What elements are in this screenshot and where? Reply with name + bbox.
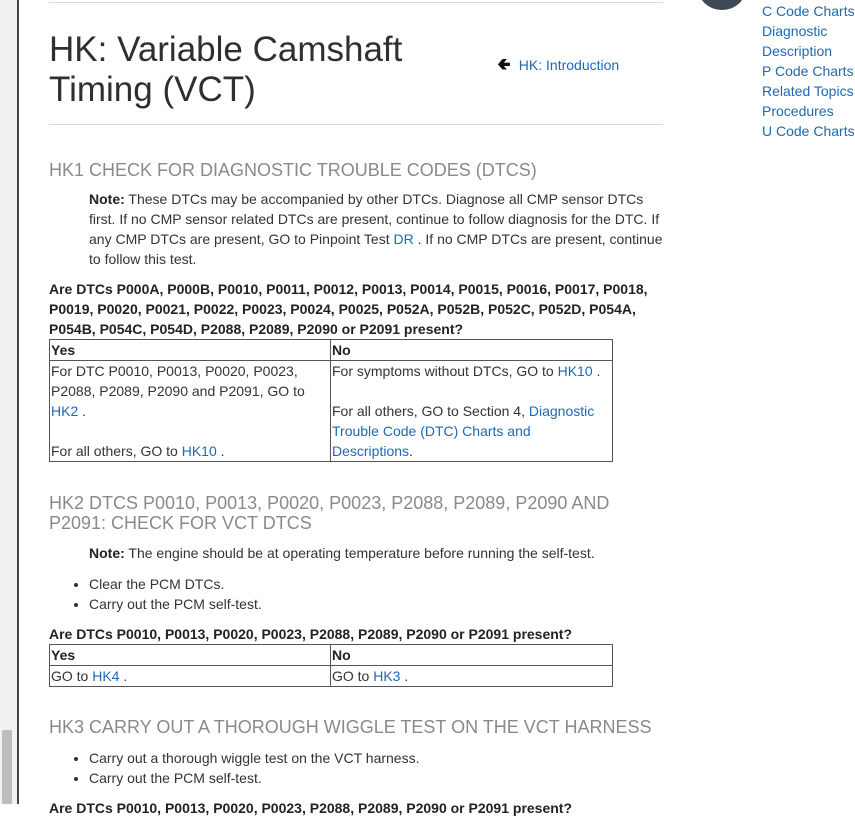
page-title: HK: Variable Camshaft Timing (VCT) xyxy=(49,30,403,109)
side-nav-related[interactable]: Related Topics xyxy=(762,83,854,99)
page-header xyxy=(49,3,663,124)
side-nav-u-code-charts[interactable]: U Code Charts xyxy=(762,123,855,139)
side-nav-diagnostic[interactable]: Diagnostic xyxy=(762,23,828,39)
scrollbar-thumb[interactable] xyxy=(2,730,12,804)
note-text: The engine should be at operating temperature before running the self-test. xyxy=(124,545,595,561)
list-item: • Clear the PCM DTCs. xyxy=(89,574,663,594)
list-item: • Carry out the PCM self-test. xyxy=(89,594,663,614)
side-nav-description[interactable]: Description xyxy=(762,43,833,59)
no-text: GO to xyxy=(332,668,374,684)
step-hk1-heading: HK1 CHECK FOR DIAGNOSTIC TROUBLE CODES (DTCS) xyxy=(49,160,537,180)
yes-text: GO to xyxy=(51,668,93,684)
no-cell xyxy=(331,666,613,687)
no-tail: . xyxy=(592,363,601,379)
no-text-2: For all others, GO to Section 4, xyxy=(332,403,529,419)
note-label: Note: xyxy=(89,191,125,207)
no-header: No xyxy=(331,340,613,361)
no-header: No xyxy=(331,645,613,666)
pinpoint-dr-link[interactable]: DR xyxy=(393,231,414,247)
goto-hk10-link[interactable]: HK10 xyxy=(181,443,217,459)
list-item: • Carry out a thorough wiggle test on the VCT harness. xyxy=(89,748,663,768)
left-arrow-icon: 🢀 xyxy=(497,55,511,74)
step-hk2-table xyxy=(49,644,613,687)
no-cell xyxy=(331,361,613,462)
no-tail-2: . xyxy=(409,443,413,459)
goto-hk10-link[interactable]: HK10 xyxy=(557,363,593,379)
step-hk3-question: Are DTCs P0010, P0013, P0020, P0023, P2088, P2089, P2090 or P2091 present? xyxy=(49,800,573,816)
note-label: Note: xyxy=(89,545,125,561)
goto-hk3-link[interactable]: HK3 xyxy=(373,668,401,684)
yes-tail: . xyxy=(119,668,128,684)
prev-topic-nav[interactable] xyxy=(497,56,619,74)
step-hk2-question: Are DTCs P0010, P0013, P0020, P0023, P2088, P2089, P2090 or P2091 present? xyxy=(49,626,573,642)
prev-topic-link[interactable]: HK: Introduction xyxy=(518,57,620,73)
side-nav-c-code-charts[interactable]: C Code Charts xyxy=(762,3,855,19)
avatar xyxy=(698,0,746,10)
dtc-charts-link[interactable]: Diagnostic Trouble Code (DTC) Charts and Descriptions xyxy=(332,403,595,459)
side-nav xyxy=(762,1,855,141)
step-hk1-table xyxy=(49,339,613,462)
main-content xyxy=(49,0,663,818)
step-hk3-heading: HK3 CARRY OUT A THOROUGH WIGGLE TEST ON THE VCT HARNESS xyxy=(49,717,652,737)
no-text: For symptoms without DTCs, GO to xyxy=(332,363,558,379)
goto-hk4-link[interactable]: HK4 xyxy=(92,668,120,684)
yes-cell xyxy=(50,361,331,462)
step-hk2-note xyxy=(89,543,663,563)
yes-tail-2: . xyxy=(216,443,225,459)
note-text: These DTCs may be accompanied by other DTCs. Diagnose all CMP sensor DTCs first. If no CMP sensor related DTCs are present, continue to follow diagnosis for the DTC. If any CMP DTCs are present, GO to Pinpoint Test xyxy=(89,191,660,247)
step-hk1-note xyxy=(89,189,663,269)
side-nav-procedures[interactable]: Procedures xyxy=(762,103,834,119)
side-nav-p-code-charts[interactable]: P Code Charts xyxy=(762,63,854,79)
note-tail: . If no CMP DTCs are present, continue to follow this test. xyxy=(89,231,663,267)
list-item: • Carry out the PCM self-test. xyxy=(89,768,663,788)
yes-cell xyxy=(50,666,331,687)
yes-tail: . xyxy=(78,403,87,419)
yes-text-2: For all others, GO to xyxy=(51,443,182,459)
step-hk1-question: Are DTCs P000A, P000B, P0010, P0011, P0012, P0013, P0014, P0015, P0016, P0017, P0018, P0019, P0020, P0021, P0022, P0023, P0024, P0025, P052A, P052B, P052C, P052D, P054A, P054B, P054C, P054D, P2088, P2089, P2090 or P2091 present? xyxy=(49,281,648,337)
step-hk3-actions xyxy=(49,748,663,788)
yes-header: Yes xyxy=(50,340,331,361)
header-divider xyxy=(49,124,663,125)
step-hk2-actions xyxy=(49,574,663,614)
goto-hk2-link[interactable]: HK2 xyxy=(51,403,79,419)
yes-header: Yes xyxy=(50,645,331,666)
yes-text: For DTC P0010, P0013, P0020, P0023, P2088, P2089, P2090 and P2091, GO to xyxy=(51,363,305,399)
step-hk2-heading: HK2 DTCS P0010, P0013, P0020, P0023, P2088, P2089, P2090 AND P2091: CHECK FOR VCT DTCS xyxy=(49,493,610,533)
page-scrollbar[interactable] xyxy=(0,0,19,804)
no-tail: . xyxy=(400,668,409,684)
